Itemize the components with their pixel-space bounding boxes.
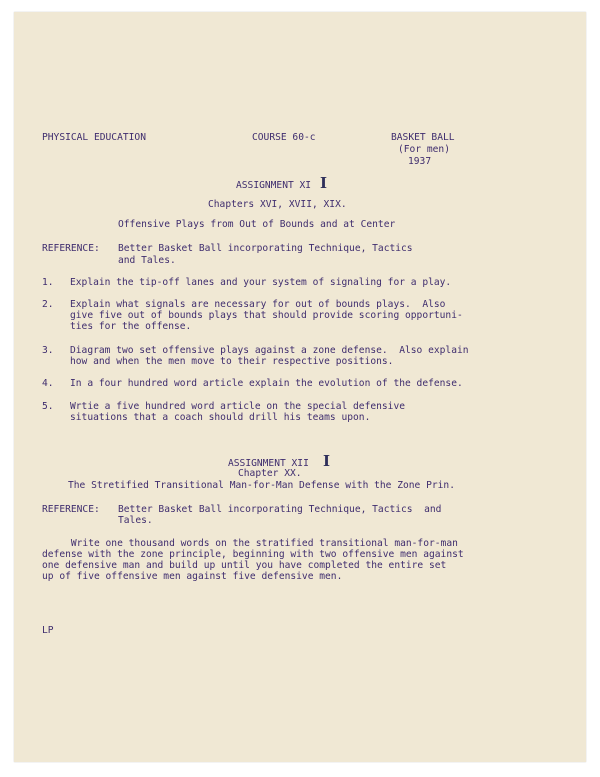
assignment-13-reference-label: REFERENCE: [42,504,100,515]
item-text: how and when the men move to their respective positions. [70,356,394,367]
assignment-13-reference-line: Tales. [118,515,153,526]
item-number: 4. [42,378,54,389]
course-heading: COURSE 60-c [252,132,316,143]
assignment-12-subtitle: Offensive Plays from Out of Bounds and at Center [118,219,396,230]
assignment-12-reference-line: and Tales. [118,255,176,266]
audience-heading: (For men) [398,144,450,155]
assignment-12-hand-mark: I [320,174,328,192]
assignment-13-chapter: Chapter XX. [238,468,302,479]
assignment-12-reference-label: REFERENCE: [42,243,100,254]
item-text: give five out of bounds plays that should provide scoring opportuni- [70,310,463,321]
assignment-12-title: ASSIGNMENT XI [236,180,312,191]
assignment-12-chapters: Chapters XVI, XVII, XIX. [208,199,347,210]
item-text: situations that a coach should drill his teams upon. [70,412,371,423]
body-line: Write one thousand words on the stratified transitional man-for-man [42,538,458,549]
body-line: defense with the zone principle, beginning with two offensive men against [42,549,464,560]
item-number: 3. [42,345,54,356]
assignment-13-hand-mark: I [323,452,331,470]
body-line: up of five offensive men against five defensive men. [42,571,343,582]
department-heading: PHYSICAL EDUCATION [42,132,146,143]
item-text: In a four hundred word article explain the evolution of the defense. [70,378,463,389]
sport-heading: BASKET BALL [391,132,455,143]
item-text: Diagram two set offensive plays against a zone defense. Also explain [70,345,469,356]
item-number: 1. [42,277,54,288]
item-text: Explain what signals are necessary for out of bounds plays. Also [70,299,446,310]
body-line: one defensive man and build up until you have completed the entire set [42,560,447,571]
typist-initials: LP [42,625,54,636]
item-text: ties for the offense. [70,321,192,332]
year-heading: 1937 [408,156,432,167]
assignment-13-reference-line: Better Basket Ball incorporating Technique, Tactics and [118,504,442,515]
assignment-12-reference-line: Better Basket Ball incorporating Technique, Tactics [118,243,413,254]
assignment-13-title: ASSIGNMENT XII [228,458,309,469]
item-number: 5. [42,401,54,412]
item-text: Wrtie a five hundred word article on the special defensive [70,401,406,412]
item-text: Explain the tip-off lanes and your system of signaling for a play. [70,277,452,288]
item-number: 2. [42,299,54,310]
assignment-13-subtitle: The Stretified Transitional Man-for-Man Defense with the Zone Prin. [68,480,455,491]
paper-sheet [14,12,586,762]
